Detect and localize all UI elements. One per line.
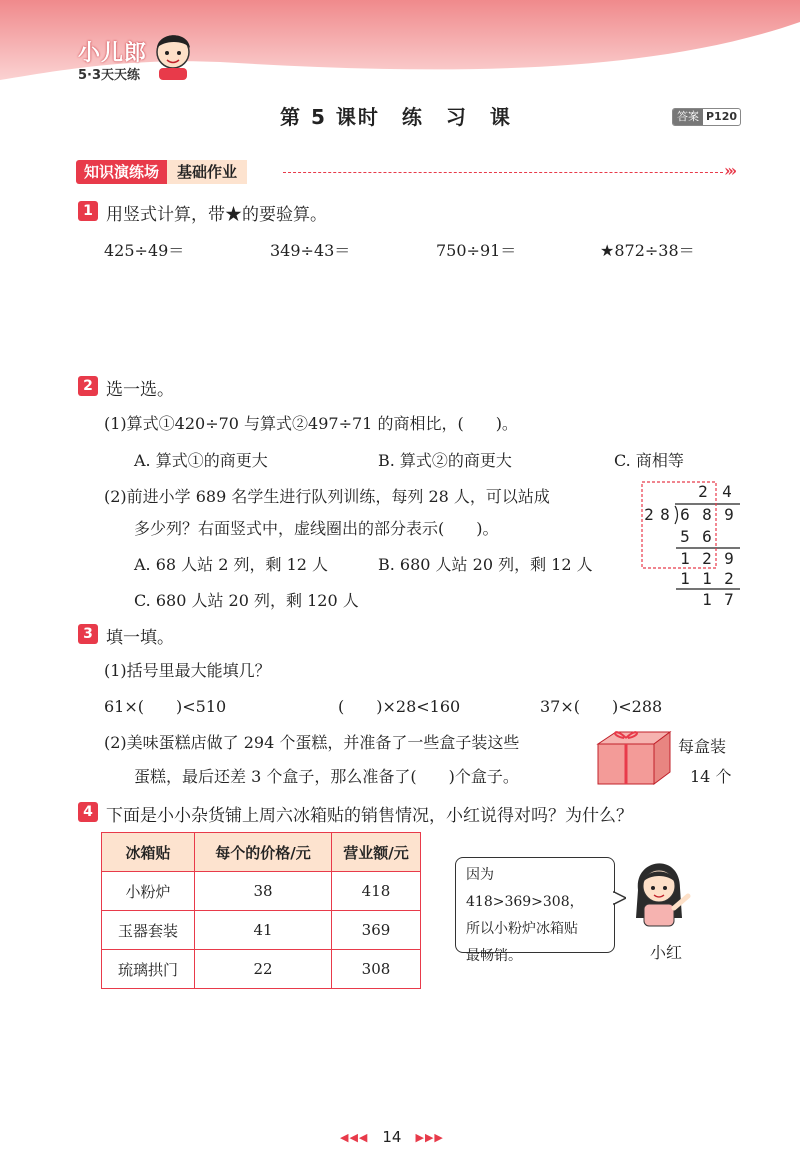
q3-p1-stem: (1)括号里最大能填几？ (104, 661, 271, 680)
box-label-line2: 14 个 (690, 767, 732, 786)
question-number-3: 3 (78, 624, 98, 644)
bubble-line-2: 所以小粉炉冰箱贴 (466, 921, 578, 937)
table-header: 每个的价格/元 (195, 833, 332, 872)
section-arrows-icon: ››› (724, 161, 735, 180)
q3-expression-1: 61×( )<510 (104, 697, 227, 716)
step-digit: 2 (724, 569, 734, 588)
table-row (102, 911, 421, 950)
q2-p2-option-b: B. 680 人站 20 列，剩 12 人 (378, 555, 593, 574)
table-row (102, 950, 421, 989)
step-digit: 1 (702, 569, 712, 588)
q3-expression-2: ( )×28<160 (338, 697, 461, 716)
bubble-line-3: 最畅销。 (466, 948, 522, 964)
answer-reference (672, 108, 741, 126)
next-arrows-icon: ▶▶▶ (415, 1130, 444, 1144)
page-title: 第 5 课时 练 习 课 (280, 105, 512, 129)
dividend-digit: 9 (724, 505, 734, 524)
q3-expression-3: 37×( )<288 (540, 697, 663, 716)
table-row (102, 872, 421, 911)
page-number: 14 (382, 1128, 402, 1146)
q1-problem-4: ★872÷38＝ (600, 241, 695, 260)
q1-text: 用竖式计算，带★的要验算。 (106, 205, 327, 225)
q1-problem-2: 349÷43＝ (270, 241, 351, 260)
divisor-digit: 2 (644, 505, 654, 524)
answer-label: 答案 (673, 109, 703, 125)
table-cell: 琉璃拱门 (102, 950, 195, 989)
step-digit: 2 (702, 549, 712, 568)
step-digit: 1 (680, 549, 690, 568)
q2-p2-option-c: C. 680 人站 20 列，剩 120 人 (134, 591, 359, 610)
q3-p2-line1: (2)美味蛋糕店做了 294 个蛋糕，并准备了一些盒子装这些 (104, 733, 520, 752)
gift-box-icon (594, 724, 674, 788)
q2-p1-option-c: C. 商相等 (614, 451, 684, 470)
q4-text: 下面是小小杂货铺上周六冰箱贴的销售情况，小红说得对吗？为什么？ (106, 806, 633, 826)
table-cell: 369 (332, 911, 421, 950)
question-number-4: 4 (78, 802, 98, 822)
q2-p2-stem-line1: (2)前进小学 689 名学生进行队列训练，每列 28 人，可以站成 (104, 487, 550, 506)
division-lines (640, 480, 740, 610)
section-label: 知识演练场 (76, 160, 167, 184)
q2-p2-stem-line2: 多少列？右面竖式中，虚线圈出的部分表示( )。 (134, 519, 499, 538)
answer-page: P120 (706, 110, 738, 123)
logo-title: 小儿郎 (78, 41, 148, 66)
table-cell: 38 (195, 872, 332, 911)
section-divider (283, 172, 723, 173)
section-sublabel: 基础作业 (167, 160, 247, 184)
table-header: 营业额/元 (332, 833, 421, 872)
q2-text: 选一选。 (106, 380, 174, 400)
step-digit: 9 (724, 549, 734, 568)
prev-arrows-icon: ◀◀◀ (340, 1130, 369, 1144)
remainder-digit: 1 (702, 590, 712, 609)
q2-p1-option-b: B. 算式②的商更大 (378, 451, 512, 470)
remainder-digit: 7 (724, 590, 734, 609)
divisor-digit: 8 (660, 505, 670, 524)
table-cell: 22 (195, 950, 332, 989)
table-header: 冰箱贴 (102, 833, 195, 872)
dividend-digit: 8 (702, 505, 712, 524)
step-digit: 5 (680, 527, 690, 546)
table-header-row (102, 833, 421, 872)
question-number-1: 1 (78, 201, 98, 221)
q2-p1-stem: (1)算式①420÷70 与算式②497÷71 的商相比，( )。 (104, 414, 518, 433)
table-cell: 308 (332, 950, 421, 989)
box-label-line1: 每盒装 (678, 737, 727, 756)
table-cell: 小粉炉 (102, 872, 195, 911)
sales-table (101, 832, 421, 989)
q3-text: 填一填。 (106, 628, 174, 648)
step-digit: 1 (680, 569, 690, 588)
q3-p2-line2: 蛋糕，最后还差 3 个盒子，那么准备了( )个盒子。 (134, 767, 519, 786)
dividend-digit: 6 (680, 505, 690, 524)
quotient-digit: 4 (722, 482, 732, 501)
logo-subtitle: 5·3天天练 (78, 68, 141, 83)
girl-name: 小红 (650, 943, 683, 962)
step-digit: 6 (702, 527, 712, 546)
q2-p1-option-a: A. 算式①的商更大 (134, 451, 268, 470)
q2-p2-option-a: A. 68 人站 2 列，剩 12 人 (134, 555, 329, 574)
table-cell: 41 (195, 911, 332, 950)
question-number-2: 2 (78, 376, 98, 396)
q1-problem-3: 750÷91＝ (436, 241, 517, 260)
page-footer (340, 1128, 444, 1146)
table-cell: 玉器套装 (102, 911, 195, 950)
speech-bubble (455, 857, 615, 964)
table-cell: 418 (332, 872, 421, 911)
girl-xiaohong-icon (624, 852, 704, 944)
mascot-boy-icon (150, 26, 196, 82)
bubble-line-1: 因为 418>369>308， (466, 867, 584, 910)
long-division (640, 480, 740, 610)
section-banner (76, 160, 247, 184)
quotient-digit: 2 (698, 482, 708, 501)
q1-problem-1: 425÷49＝ (104, 241, 185, 260)
